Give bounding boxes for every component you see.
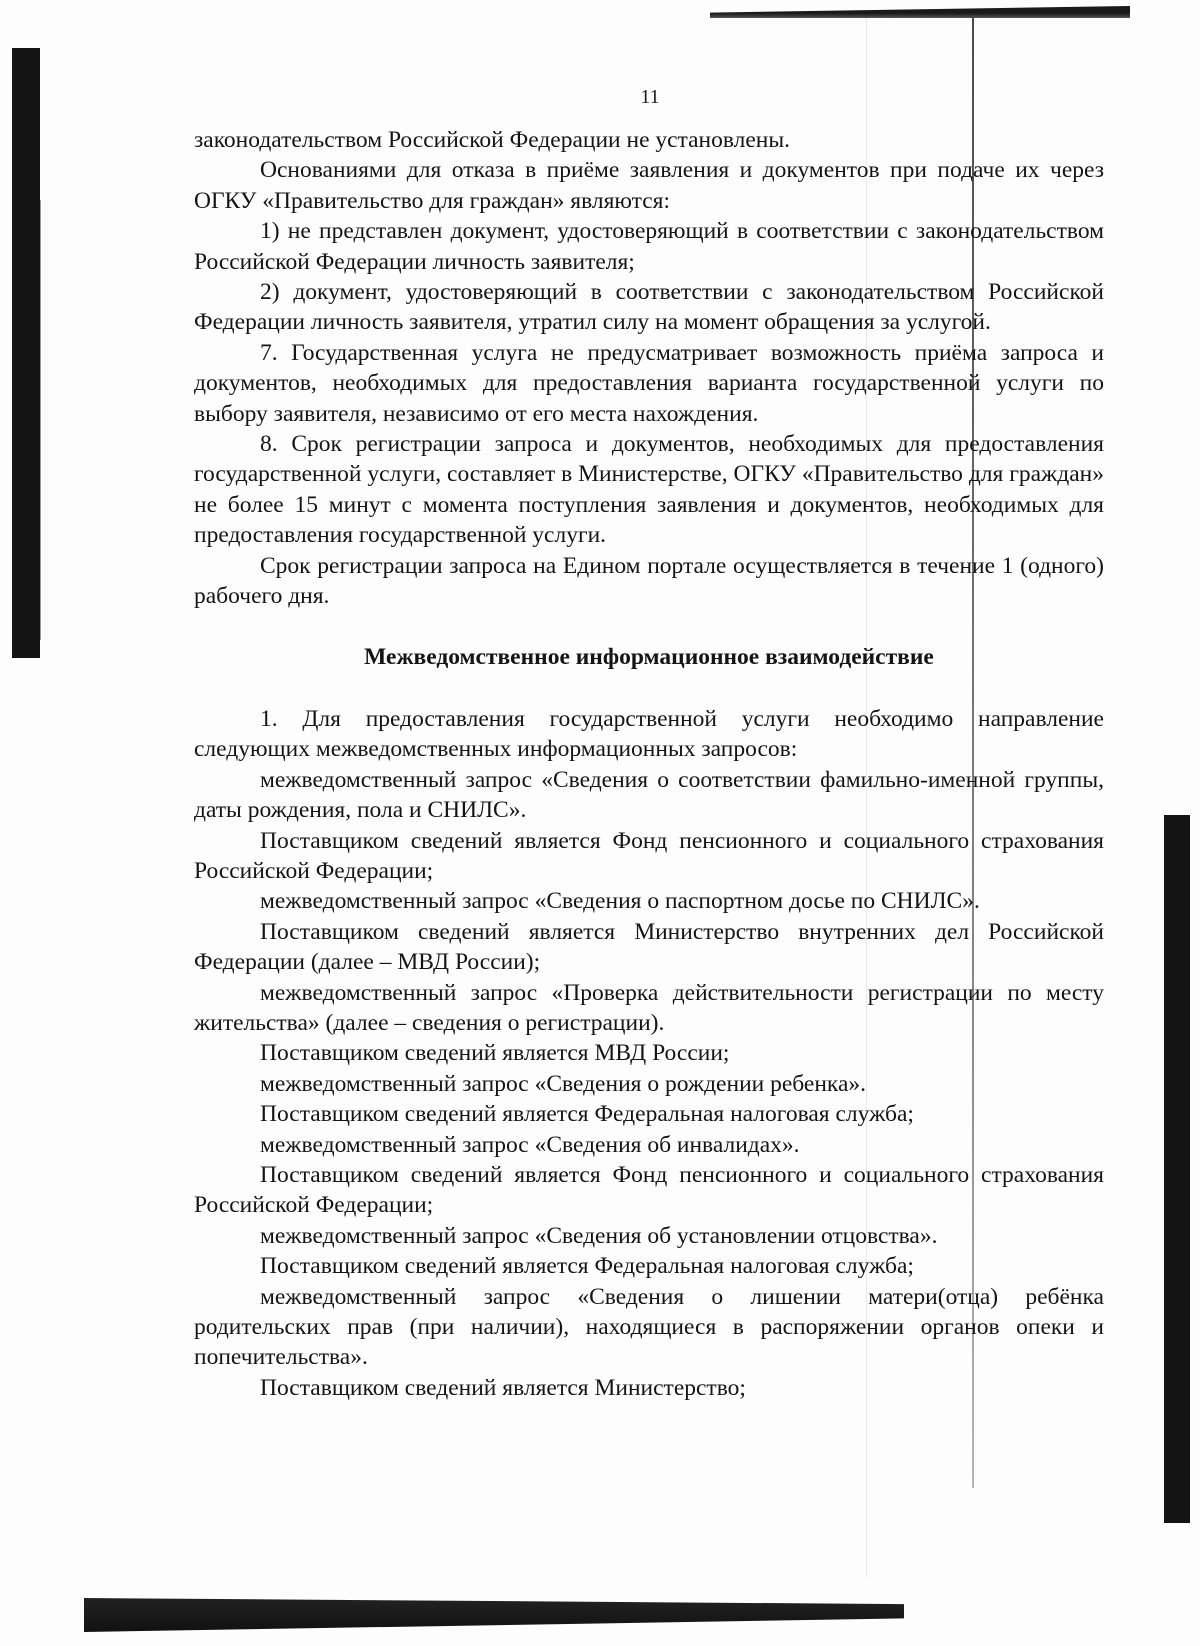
section-before-heading [194,125,1104,612]
paragraph: межведомственный запрос «Сведения о рождении ребенка». [260,1070,867,1097]
paragraph: Поставщиком сведений является Фонд пенсионного и социального страхования Российской Федерации; [194,1162,1104,1219]
paragraph: Срок регистрации запроса на Едином портале осуществляется в течение 1 (одного) рабочего дня. [194,552,1104,610]
scan-edge-shadow-right [1164,815,1190,1523]
section-heading: Межведомственное информационное взаимодействие [364,643,934,670]
section-after-heading [194,704,1104,1403]
paragraph: межведомственный запрос «Сведения о паспортном досье по СНИЛС». [260,888,980,915]
paragraph: Поставщиком сведений является Министерство; [260,1374,746,1401]
paragraph: межведомственный запрос «Сведения об инвалидах». [260,1131,800,1158]
scan-edge-shadow-left [12,48,40,658]
paragraph: Поставщиком сведений является Федеральная налоговая служба; [260,1101,914,1128]
scan-edge-shadow-top [710,6,1130,18]
paragraph: межведомственный запрос «Сведения о лишении матери(отца) ребёнка родительских прав (при наличии), находящиеся в распоряжении органов опеки и попечительства». [194,1283,1104,1371]
paragraph: 1) не представлен документ, удостоверяющий в соответствии с законодательством Российской Федерации личность заявителя; [194,218,1104,275]
paragraph: межведомственный запрос «Сведения об установлении отцовства». [260,1222,938,1249]
paragraph: Поставщиком сведений является Фонд пенсионного и социального страхования Российской Федерации; [194,827,1104,884]
page-number: 11 [640,86,660,108]
paragraph: межведомственный запрос «Сведения о соответствии фамильно-именной группы, даты рождения, пола и СНИЛС». [194,766,1104,824]
paragraph: межведомственный запрос «Проверка действительности регистрации по месту жительства» (далее – сведения о регистрации). [194,979,1104,1036]
paragraph: Поставщиком сведений является Министерство внутренних дел Российской Федерации (далее – МВД России); [194,918,1104,976]
paragraph: Поставщиком сведений является МВД России; [260,1040,730,1067]
paragraph: 2) документ, удостоверяющий в соответствии с законодательством Российской Федерации личность заявителя, утратил силу на момент обращения за услугой. [194,279,1104,336]
paragraph: 8. Срок регистрации запроса и документов, необходимых для предоставления государственной услуги, составляет в Министерстве, ОГКУ «Правительство для граждан» не более 15 минут с момента поступления заявления и документов, необходимых для предоставления государственной услуги. [194,431,1104,549]
scan-margin-line-left [40,200,41,640]
paragraph: Поставщиком сведений является Федеральная налоговая служба; [260,1253,914,1280]
paragraph: законодательством Российской Федерации не установлены. [194,127,791,153]
paragraph: 7. Государственная услуга не предусматривает возможность приёма запроса и документов, необходимых для предоставления варианта государственной услуги по выбору заявителя, независимо от его места нахождения. [194,339,1104,427]
document-body [194,125,1104,1403]
scan-edge-shadow-bottom [84,1598,904,1632]
paragraph: Основаниями для отказа в приёме заявления и документов при подаче их через ОГКУ «Правительство для граждан» являются: [194,157,1104,214]
paragraph: 1. Для предоставления государственной услуги необходимо направление следующих межведомственных информационных запросов: [194,705,1104,763]
